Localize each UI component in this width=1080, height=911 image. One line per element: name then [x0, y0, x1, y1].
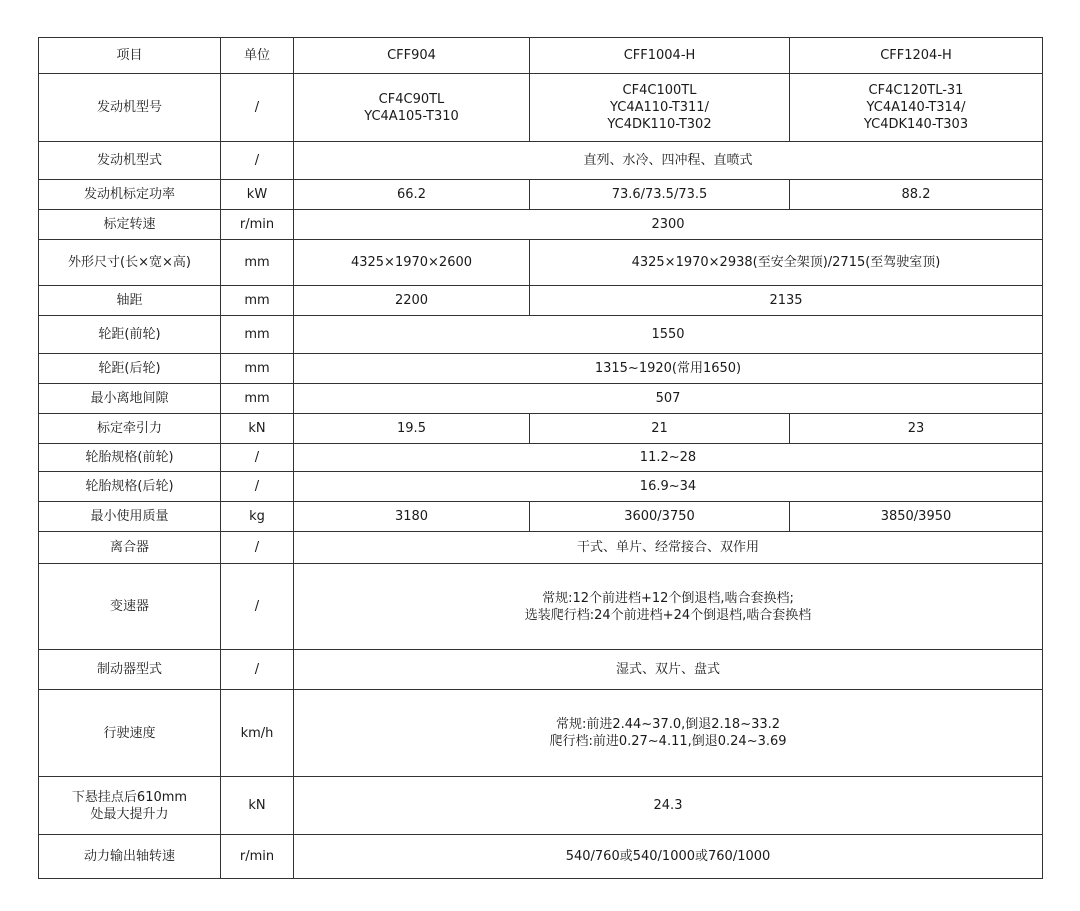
- table-row: [39, 564, 1043, 650]
- row-unit: mm: [221, 286, 294, 316]
- row-unit: kN: [221, 414, 294, 444]
- row-label: 外形尺寸(长×宽×高): [39, 240, 221, 286]
- table-row: [39, 472, 1043, 502]
- cell-model-1: 2200: [294, 286, 530, 316]
- cell-merged: 常规:前进2.44~37.0,倒退2.18~33.2 爬行档:前进0.27~4.11,倒退0.24~3.69: [294, 690, 1043, 777]
- row-unit: r/min: [221, 210, 294, 240]
- row-label: 轴距: [39, 286, 221, 316]
- cell-model-1: 19.5: [294, 414, 530, 444]
- table-row: [39, 502, 1043, 532]
- row-unit: mm: [221, 354, 294, 384]
- row-unit: /: [221, 472, 294, 502]
- cell-merged: 24.3: [294, 777, 1043, 835]
- row-label: 下悬挂点后610mm 处最大提升力: [39, 777, 221, 835]
- row-label: 标定转速: [39, 210, 221, 240]
- row-label: 动力输出轴转速: [39, 835, 221, 879]
- header-model-3: CFF1204-H: [790, 38, 1043, 74]
- row-unit: /: [221, 444, 294, 472]
- row-label: 轮胎规格(后轮): [39, 472, 221, 502]
- table-row: [39, 286, 1043, 316]
- cell-merged: 湿式、双片、盘式: [294, 650, 1043, 690]
- table-row: [39, 444, 1043, 472]
- row-label: 最小使用质量: [39, 502, 221, 532]
- cell-merged: 507: [294, 384, 1043, 414]
- header-model-1: CFF904: [294, 38, 530, 74]
- row-unit: /: [221, 650, 294, 690]
- spec-table: [38, 37, 1043, 879]
- row-label: 发动机型号: [39, 74, 221, 142]
- cell-model-1: 4325×1970×2600: [294, 240, 530, 286]
- cell-merged: 2300: [294, 210, 1043, 240]
- cell-merged: 11.2~28: [294, 444, 1043, 472]
- row-unit: mm: [221, 384, 294, 414]
- cell-model-2: CF4C100TL YC4A110-T311/ YC4DK110-T302: [530, 74, 790, 142]
- row-unit: mm: [221, 240, 294, 286]
- row-label: 离合器: [39, 532, 221, 564]
- cell-merged: 常规:12个前进档+12个倒退档,啮合套换档; 选装爬行档:24个前进档+24个倒退档,啮合套换档: [294, 564, 1043, 650]
- table-row: [39, 532, 1043, 564]
- table-row: [39, 354, 1043, 384]
- row-label: 轮距(后轮): [39, 354, 221, 384]
- cell-model-2-3: 2135: [530, 286, 1043, 316]
- row-label: 发动机型式: [39, 142, 221, 180]
- row-label: 制动器型式: [39, 650, 221, 690]
- row-unit: r/min: [221, 835, 294, 879]
- header-model-2: CFF1004-H: [530, 38, 790, 74]
- header-item: 项目: [39, 38, 221, 74]
- row-label: 标定牵引力: [39, 414, 221, 444]
- table-row: [39, 142, 1043, 180]
- row-label: 轮距(前轮): [39, 316, 221, 354]
- cell-model-3: CF4C120TL-31 YC4A140-T314/ YC4DK140-T303: [790, 74, 1043, 142]
- row-unit: kW: [221, 180, 294, 210]
- cell-merged: 1315~1920(常用1650): [294, 354, 1043, 384]
- cell-merged: 1550: [294, 316, 1043, 354]
- row-label: 最小离地间隙: [39, 384, 221, 414]
- row-unit: kg: [221, 502, 294, 532]
- row-unit: km/h: [221, 690, 294, 777]
- table-row: [39, 74, 1043, 142]
- table-row: [39, 835, 1043, 879]
- table-row: [39, 690, 1043, 777]
- cell-model-2: 21: [530, 414, 790, 444]
- row-unit: /: [221, 142, 294, 180]
- cell-model-2-3: 4325×1970×2938(至安全架顶)/2715(至驾驶室顶): [530, 240, 1043, 286]
- cell-model-2: 73.6/73.5/73.5: [530, 180, 790, 210]
- table-row: [39, 650, 1043, 690]
- table-row: [39, 414, 1043, 444]
- cell-model-2: 3600/3750: [530, 502, 790, 532]
- cell-model-3: 88.2: [790, 180, 1043, 210]
- table-row: [39, 180, 1043, 210]
- cell-model-1: 66.2: [294, 180, 530, 210]
- row-label: 变速器: [39, 564, 221, 650]
- table-row: [39, 240, 1043, 286]
- row-unit: /: [221, 564, 294, 650]
- cell-merged: 16.9~34: [294, 472, 1043, 502]
- row-label: 发动机标定功率: [39, 180, 221, 210]
- row-unit: kN: [221, 777, 294, 835]
- table-row: [39, 316, 1043, 354]
- row-unit: mm: [221, 316, 294, 354]
- table-row: [39, 384, 1043, 414]
- header-unit: 单位: [221, 38, 294, 74]
- table-row: [39, 210, 1043, 240]
- cell-model-1: 3180: [294, 502, 530, 532]
- row-unit: /: [221, 532, 294, 564]
- row-label: 轮胎规格(前轮): [39, 444, 221, 472]
- table-row: [39, 777, 1043, 835]
- cell-merged: 干式、单片、经常接合、双作用: [294, 532, 1043, 564]
- cell-model-3: 23: [790, 414, 1043, 444]
- cell-model-3: 3850/3950: [790, 502, 1043, 532]
- cell-model-1: CF4C90TL YC4A105-T310: [294, 74, 530, 142]
- cell-merged: 540/760或540/1000或760/1000: [294, 835, 1043, 879]
- row-unit: /: [221, 74, 294, 142]
- cell-merged: 直列、水冷、四冲程、直喷式: [294, 142, 1043, 180]
- row-label: 行驶速度: [39, 690, 221, 777]
- header-row: [39, 38, 1043, 74]
